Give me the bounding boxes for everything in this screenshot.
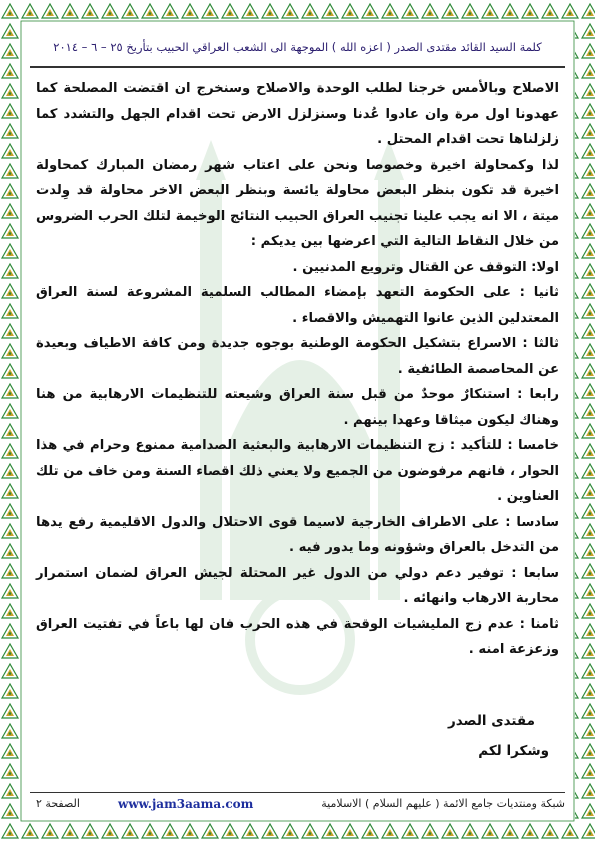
paragraph: لذا وكمحاولة اخيرة وخصوصا ونحن على اعتاب شهر رمضان المبارك كمحاولة اخيرة قد تكون بنظر البعض محاولة يائسة وبنظر البعض الاخر محاولة قد وِلدت ميتة ، الا انه يجب علينا تجنيب العراق الحبيب النتائج الوخيمة لتلك الحرب الضروس من خلال النقاط التالية التي اعرضها بين يديكم : [36,157,559,249]
document-header: كلمة السيد القائد مقتدى الصدر ( اعزه الله ) الموجهة الى الشعب العراقي الحبيب بتأريخ ٢٥ – ٦ – ٢٠١٤ [53,40,542,54]
footer-divider [30,792,565,793]
document-body [36,76,559,762]
footer-site-name: شبكة ومنتديات جامع الائمة ( عليهم السلام ) الاسلامية [321,797,565,810]
signature-name: مقتدى الصدر [447,713,535,729]
point-7: سابعا : توفير دعم دولي من الدول غير المحتلة لجيش العراق لضمان استمرار محاربة الارهاب وانهائه . [36,565,559,606]
point-3: ثالثا : الاسراع بتشكيل الحكومة الوطنية بوجوه جديدة ومن كافة الاطياف وبعيدة عن المحاصصة الطائفية . [36,336,559,377]
signature-block [447,708,549,764]
point-6: سادسا : على الاطراف الخارجية لاسيما قوى الاحتلال والدول الاقليمية رفع يدها من التدخل بالعراق وشؤونه وما يدور فيه . [36,514,559,555]
page-number: الصفحة ٢ [36,797,80,810]
point-2: ثانيا : على الحكومة التعهد بإمضاء المطالب السلمية المشروعة لسنة العراق المعتدلين الذين عانوا التهميش والاقصاء . [36,285,559,326]
paragraph: الاصلاح وبالأمس خرجنا لطلب الوحدة والاصلاح وسنخرج ان اقتضت المصلحة كما عهدونا اول مرة وان عادوا عُدنا وسنزلزل الارض تحت اقدام الجهل والتشدد كما زلزلناها تحت اقدام المحتل . [36,81,559,147]
point-1: اولا: التوقف عن القتال وترويع المدنيين . [292,259,559,275]
point-5: خامسا : للتأكيد : زج التنظيمات الارهابية والبعثية الصدامية ممنوع وحرام في هذا الحوار ، فانهم مرفوضون من الجميع ولا يعني ذلك اقصاء السنة ومن خاف من تلك العناوين . [36,438,559,504]
point-8: ثامنا : عدم زج المليشيات الوقحة في هذه الحرب فان لها باعاً في تفتيت العراق وزعزعة امنه . [36,616,559,657]
header-divider [30,66,565,68]
document-footer [30,794,565,814]
point-4: رابعا : استنكارٌ موحدٌ من قبل سنة العراق وشيعته للتنظيمات الارهابية من هنا وهناك ليكون ميثاقا وعهدا بينهم . [36,387,559,428]
footer-url-link[interactable]: www.jam3aama.com [118,797,254,811]
signature-thanks: وشكرا لكم [478,743,549,759]
